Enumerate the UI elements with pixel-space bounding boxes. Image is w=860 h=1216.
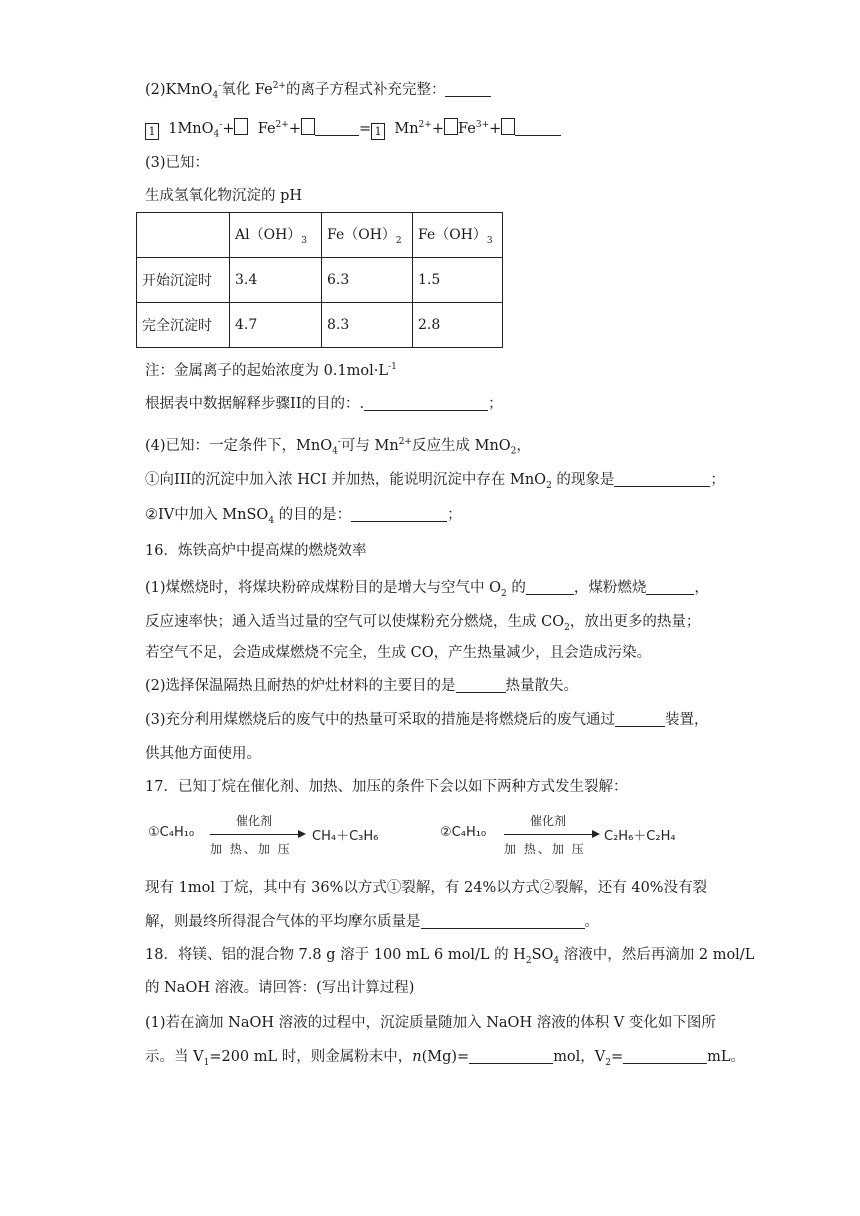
answer-blank[interactable] (526, 578, 574, 595)
answer-blank[interactable] (614, 470, 710, 487)
q16-line6: 供其他方面使用。 (145, 746, 261, 762)
q16-line4: (2)选择保温隔热且耐热的炉灶材料的主要目的是 热量散失。 (145, 678, 579, 694)
q18-line3: (1)若在滴加 NaOH 溶液的过程中，沉淀质量随加入 NaOH 溶液的体积 V 变化如下图所 (145, 1015, 716, 1031)
reaction-2 (440, 812, 700, 858)
superscript: - (218, 81, 222, 91)
reaction-arrow-icon (210, 834, 304, 835)
product: C₂H₆＋C₂H₄ (604, 829, 676, 844)
coefficient-box[interactable] (301, 118, 315, 135)
table-cell: 8.3 (322, 303, 413, 348)
row-label: 完全沉淀时 (137, 303, 230, 348)
condition-label: 加 热、加 压 (210, 842, 292, 856)
q18-line1: 18．将镁、铝的混合物 7.8 g 溶于 100 mL 6 mol/L 的 $H_2SO_4$ 溶液中，然后再滴加 2 mol/L (145, 947, 755, 966)
text: Fe (257, 120, 276, 137)
q16-line2: 反应速率快；通入适当过量的空气可以使煤粉充分燃烧，生成 $CO_2$，放出更多的热量； (145, 614, 701, 633)
answer-blank[interactable] (515, 119, 561, 136)
answer-blank[interactable] (646, 578, 694, 595)
coefficient-box[interactable]: 1 (145, 123, 159, 140)
text: + (431, 120, 444, 137)
text: (2)KMnO (145, 81, 213, 98)
catalyst-label: 催化剂 (236, 814, 273, 828)
answer-blank[interactable] (351, 505, 447, 522)
text: = (358, 120, 372, 137)
answer-blank[interactable] (421, 912, 585, 929)
q15-part2-line (145, 76, 491, 106)
catalyst-label: 催化剂 (530, 814, 567, 828)
answer-blank[interactable] (315, 119, 359, 136)
condition-label: 加 热、加 压 (504, 842, 586, 856)
table-note: 注：金属离子的起始浓度为 $0.1mol\cdot L^{-1}$ (145, 362, 397, 379)
superscript: 2+ (272, 81, 286, 91)
row-label: 开始沉淀时 (137, 258, 230, 303)
reaction-arrow-icon (504, 834, 598, 835)
q15-part3-label: (3)已知： (145, 155, 210, 171)
q15-part4-line: (4)已知：一定条件下，MnO$_4$-可与 $Mn^{2+}$反应生成 MnO$_2$， (145, 437, 531, 457)
q17-title: 17．已知丁烷在催化剂、加热、加压的条件下会以如下两种方式发生裂解： (145, 779, 628, 795)
product: CH₄＋C₃H₆ (312, 829, 379, 844)
text: Fe (457, 120, 476, 137)
superscript: - (219, 120, 223, 130)
text: 的离子方程式补充完整： (285, 81, 446, 98)
q16-line5: (3)充分利用煤燃烧后的废气中的热量可采取的措施是将燃烧后的废气通过 装置， (145, 712, 709, 728)
superscript: 2+ (418, 120, 432, 130)
q16-line1: (1)煤燃烧时，将煤块粉碎成煤粉目的是增大与空气中 $O_2$ 的 ，煤粉燃烧 ， (145, 580, 709, 599)
q17-line1: 现有 1mol 丁烷，其中有 36%以方式①裂解，有 24%以方式②裂解，还有 40%没有裂 (145, 880, 708, 896)
q18-line2: 的 NaOH 溶液。请回答：(写出计算过程) (145, 980, 415, 996)
table-cell: 1.5 (413, 258, 503, 303)
table-header-cell: $Al(OH)_3$ (230, 213, 322, 258)
q18-line4: 示。当 $V_1=200$ mL 时，则金属粉末中，n(Mg)= mol，$V_2=$ mL。 (145, 1049, 746, 1068)
q15-sub2-line: ②IV中加入 MnSO$_4$ 的目的是： ； (145, 507, 462, 526)
superscript: 2+ (275, 120, 289, 130)
reaction-1 (148, 812, 398, 858)
q15-explain-line: 根据表中数据解释步骤II的目的：. ； (145, 396, 503, 412)
ph-table (136, 212, 503, 348)
text: + (288, 120, 301, 137)
coefficient-box[interactable] (234, 118, 248, 135)
reactant: ①C₄H₁₀ (148, 825, 195, 840)
table-header-cell: $Fe(OH)_2$ (322, 213, 413, 258)
answer-blank[interactable] (445, 80, 491, 97)
table-row (137, 303, 503, 348)
text: + (489, 120, 502, 137)
text: 氧化 Fe (221, 81, 273, 98)
coefficient-box[interactable] (501, 118, 515, 135)
answer-blank[interactable] (456, 676, 506, 693)
table-corner-cell (137, 213, 230, 258)
table-row (137, 258, 503, 303)
q16-title: 16．炼铁高炉中提高煤的燃烧效率 (145, 543, 367, 559)
table-header-cell: $Fe(OH)_3$ (413, 213, 503, 258)
balance-equation-line (145, 115, 561, 145)
answer-blank[interactable] (469, 1047, 553, 1064)
text: Mn (394, 120, 419, 137)
table-cell: 6.3 (322, 258, 413, 303)
q17-line2: 解，则最终所得混合气体的平均摩尔质量是 。 (145, 914, 599, 930)
coefficient-box[interactable]: 1 (371, 123, 385, 140)
table-header-row (137, 213, 503, 258)
superscript: 3+ (475, 120, 490, 130)
table-title: 生成氢氧化物沉淀的 pH (145, 188, 303, 204)
q16-line3: 若空气不足，会造成煤燃烧不完全，生成 CO，产生热量减少，且会造成污染。 (145, 645, 652, 661)
answer-blank[interactable] (364, 394, 488, 411)
table-cell: 3.4 (230, 258, 322, 303)
text: + (222, 120, 235, 137)
table-cell: 2.8 (413, 303, 503, 348)
subscript: 4 (212, 90, 219, 101)
q15-sub1-line: ①向III的沉淀中加入浓 HCI 并加热，能说明沉淀中存在 MnO$_2$ 的现象是 ； (145, 472, 725, 491)
text: 1MnO (168, 120, 214, 137)
subscript: 4 (213, 129, 220, 140)
answer-blank[interactable] (623, 1047, 707, 1064)
table-cell: 4.7 (230, 303, 322, 348)
answer-blank[interactable] (615, 710, 665, 727)
reactant: ②C₄H₁₀ (440, 825, 487, 840)
coefficient-box[interactable] (444, 118, 458, 135)
